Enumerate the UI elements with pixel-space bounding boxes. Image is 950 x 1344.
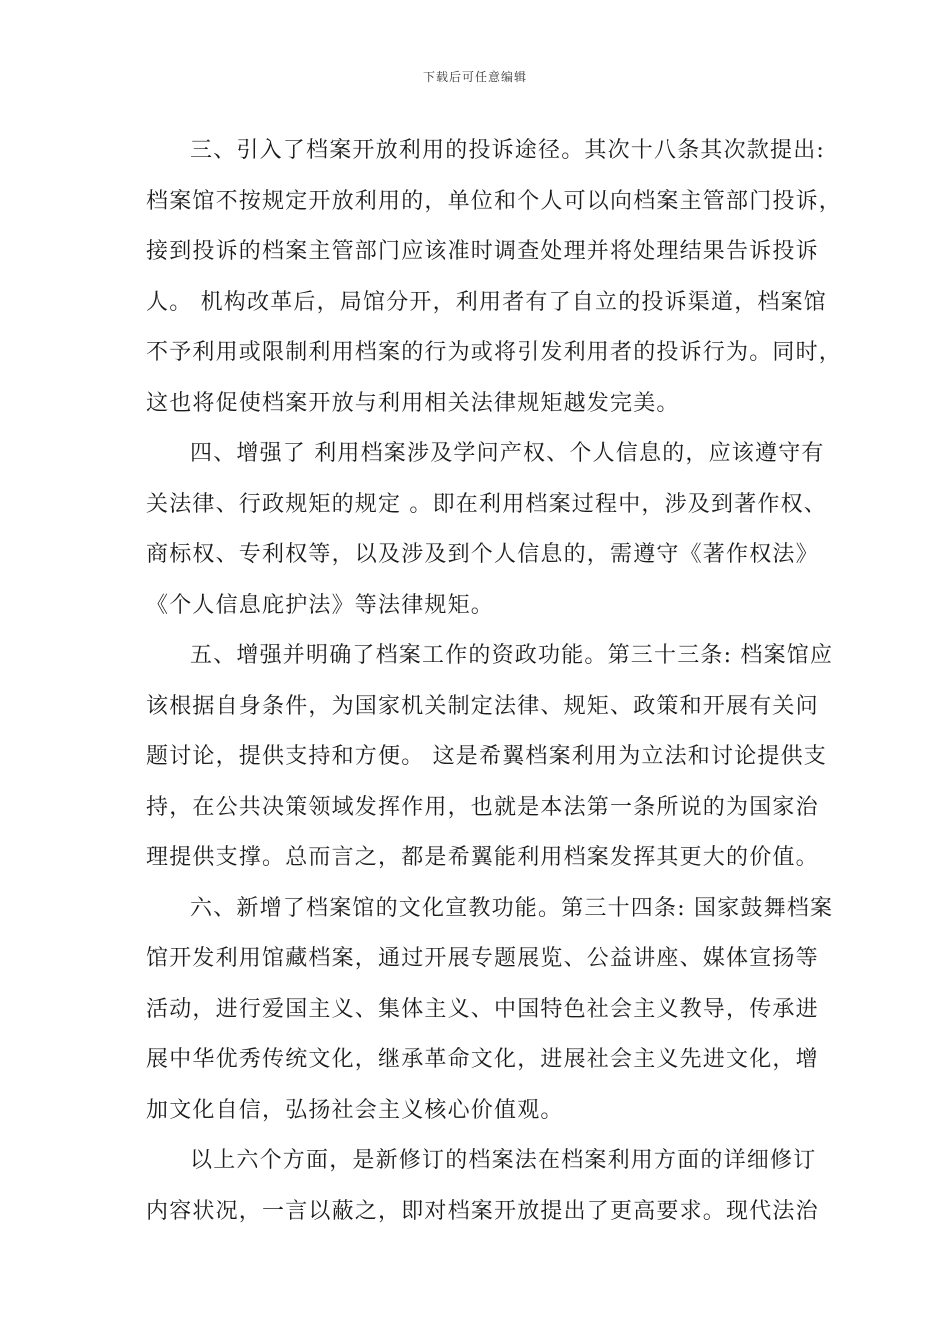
text-line: 展中华优秀传统文化，继承革命文化，进展社会主义先进文化，增	[146, 1047, 819, 1072]
page-header-note: 下载后可任意编辑	[422, 70, 527, 84]
text-line: 理提供支撑。总而言之，都是希翼能利用档案发挥其更大的价值。	[146, 845, 819, 870]
text-line: 活动，进行爱国主义、集体主义、中国特色社会主义教导，传承进	[146, 996, 819, 1022]
text-line: 六、新增了档案馆的文化宣教功能。第三十四条: 国家鼓舞档案	[190, 895, 834, 921]
text-line: 馆开发利用馆藏档案，通过开展专题展览、公益讲座、媒体宣扬等	[146, 946, 819, 971]
text-line: 题讨论，提供支持和方便。 这是希翼档案利用为立法和讨论提供支	[146, 744, 827, 769]
text-line: 接到投诉的档案主管部门应该准时调查处理并将处理结果告诉投诉	[146, 239, 819, 264]
text-line: 内容状况，一言以蔽之，即对档案开放提出了更高要求。现代法治	[146, 1198, 819, 1224]
text-line: 商标权、专利权等，以及涉及到个人信息的，需遵守《著作权法》	[146, 542, 819, 567]
text-line: 不予利用或限制利用档案的行为或将引发利用者的投诉行为。同时，	[146, 340, 843, 365]
text-line: 三、引入了档案开放利用的投诉途径。其次十八条其次款提出:	[190, 138, 826, 163]
text-line: 四、增强了 利用档案涉及学问产权、个人信息的，应该遵守有	[190, 441, 825, 466]
text-line: 人。 机构改革后，局馆分开，利用者有了自立的投诉渠道，档案馆	[146, 289, 827, 315]
text-line: 加文化自信，弘扬社会主义核心价值观。	[146, 1097, 564, 1123]
text-line: 持，在公共决策领域发挥作用，也就是本法第一条所说的为国家治	[146, 794, 819, 820]
text-line: 以上六个方面，是新修订的档案法在档案利用方面的详细修订	[190, 1148, 817, 1173]
text-line: 这也将促使档案开放与利用相关法律规矩越发完美。	[146, 390, 680, 416]
text-line: 关法律、行政规矩的规定 。即在利用档案过程中，涉及到著作权、	[146, 491, 827, 517]
text-line: 该根据自身条件，为国家机关制定法律、规矩、政策和开展有关问	[146, 693, 819, 719]
document-body	[146, 126, 843, 1237]
text-line: 五、增强并明确了档案工作的资政功能。第三十三条: 档案馆应	[190, 643, 834, 668]
text-line: 档案馆不按规定开放利用的，单位和个人可以向档案主管部门投诉，	[146, 188, 843, 214]
text-line: 《个人信息庇护法》等法律规矩。	[146, 592, 495, 618]
